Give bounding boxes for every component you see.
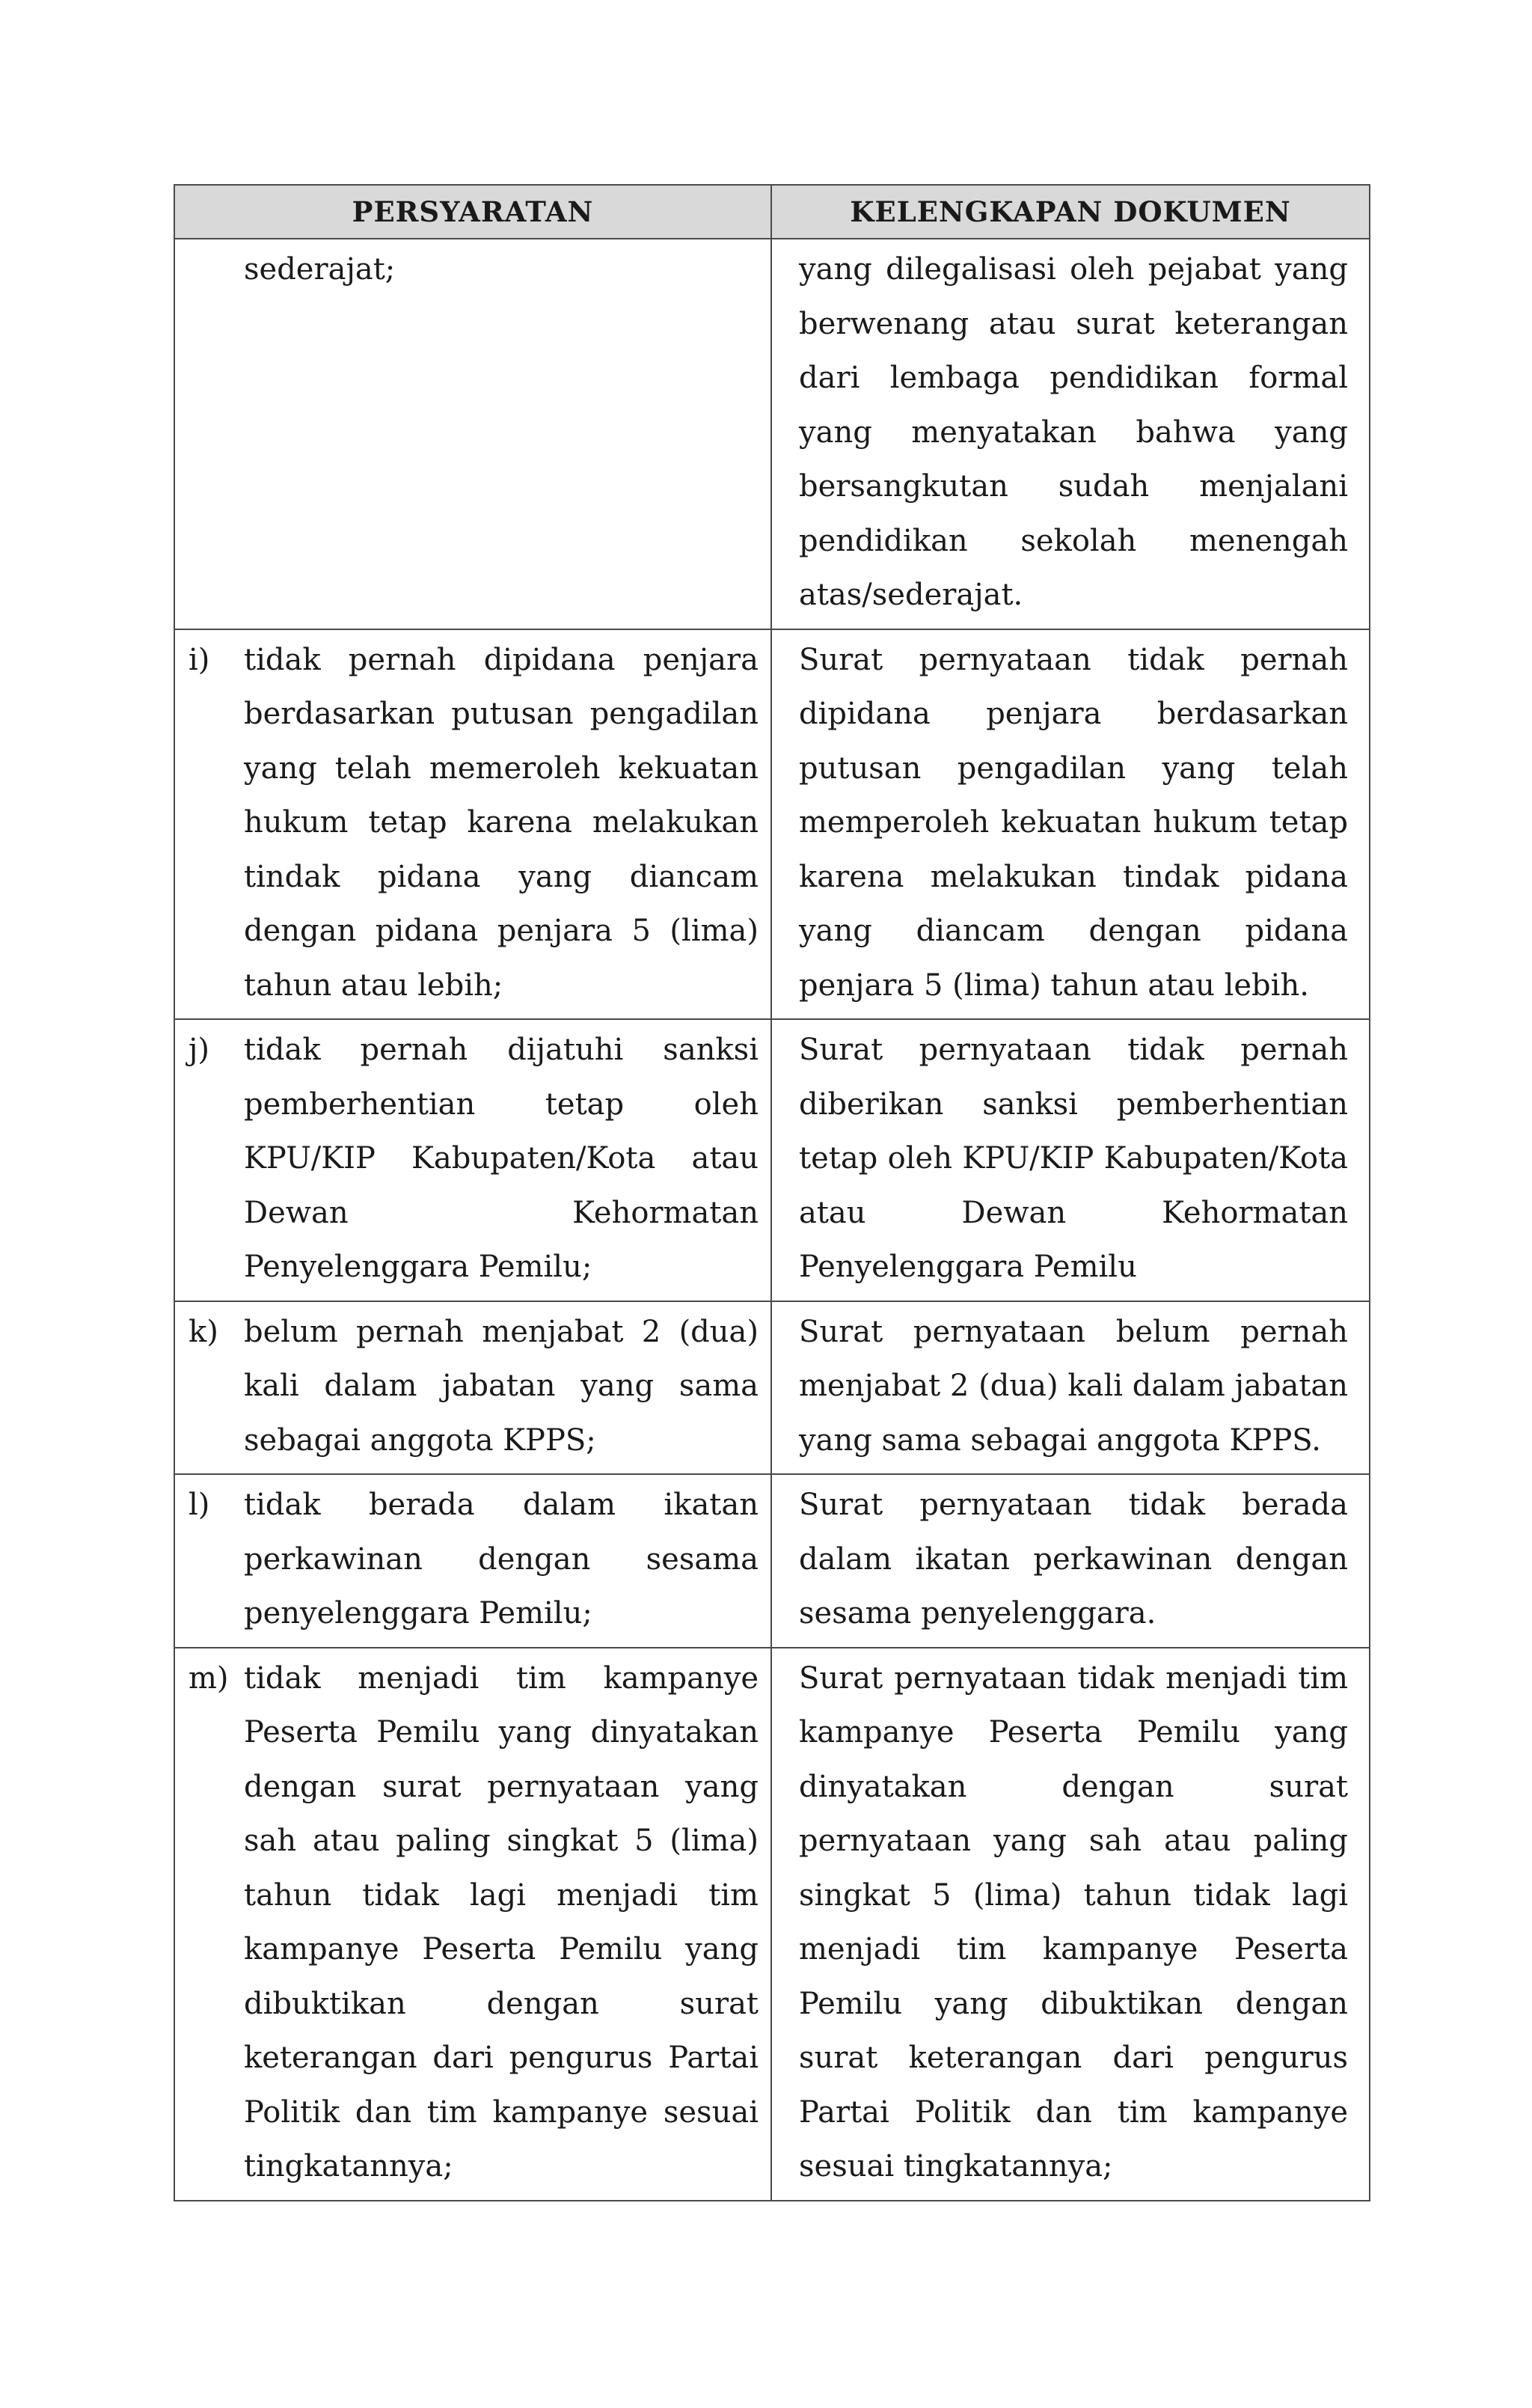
requirement-text: tidak pernah dijatuhi sanksi pemberhentian tetap oleh KPU/KIP Kabupaten/Kota atau Dewan Kehormatan Penyelenggara Pemilu; [244,1033,759,1284]
requirement-cell [174,1019,771,1301]
requirement-cell [174,1648,771,2201]
item-label: k) [189,1314,218,1349]
document-cell [771,1648,1370,2201]
table-row [174,239,1370,629]
requirement-text: tidak menjadi tim kampanye Peserta Pemilu yang dinyatakan dengan surat pernyataan yang sah atau paling singkat 5 (lima) tahun tidak lagi menjadi tim kampanye Peserta Pemilu yang dibuktikan dengan surat keterangan dari pengurus Partai Politik dan tim kampanye sesuai tingkatannya; [244,1660,759,2184]
item-label: m) [189,1660,229,1696]
document-cell [771,1474,1370,1648]
requirement-cell [174,1474,771,1648]
document-text: Surat pernyataan tidak menjadi tim kampanye Peserta Pemilu yang dinyatakan dengan surat pernyataan yang sah atau paling singkat 5 (lima) tahun tidak lagi menjadi tim kampanye Peserta Pemilu yang dibuktikan dengan surat keterangan dari pengurus Partai Politik dan tim kampanye sesuai tingkatannya; [799,1660,1348,2184]
table-row [174,1474,1370,1648]
requirement-cell [174,1301,771,1475]
document-text: Surat pernyataan belum pernah menjabat 2 (dua) kali dalam jabatan yang sama sebagai anggota KPPS. [799,1314,1348,1458]
document-text: yang dilegalisasi oleh pejabat yang berwenang atau surat keterangan dari lembaga pendidikan formal yang menyatakan bahwa yang bersangkutan sudah menjalani pendidikan sekolah menengah atas/sederajat. [799,252,1348,612]
item-label [189,242,244,297]
document-text: Surat pernyataan tidak pernah diberikan sanksi pemberhentian tetap oleh KPU/KIP Kabupaten/Kota atau Dewan Kehormatan Penyelenggara Pemilu [799,1033,1348,1284]
document-text: Surat pernyataan tidak berada dalam ikatan perkawinan dengan sesama penyelenggara. [799,1488,1348,1631]
requirement-text: tidak pernah dipidana penjara berdasarkan putusan pengadilan yang telah memeroleh kekuatan hukum tetap karena melakukan tindak pidana yang diancam dengan pidana penjara 5 (lima) tahun atau lebih; [244,642,759,1003]
requirement-text: tidak berada dalam ikatan perkawinan dengan sesama penyelenggara Pemilu; [244,1488,759,1631]
table-row [174,1648,1370,2201]
requirement-text: belum pernah menjabat 2 (dua) kali dalam jabatan yang sama sebagai anggota KPPS; [244,1314,759,1458]
table-row [174,1301,1370,1475]
document-cell [771,1019,1370,1301]
header-requirements: PERSYARATAN [174,185,771,239]
document-cell [771,629,1370,1020]
requirement-cell [174,629,771,1020]
requirement-cell [174,239,771,629]
requirement-text: sederajat; [244,252,396,287]
requirements-table [174,184,1370,2201]
item-label: i) [189,642,210,677]
item-label: j) [189,1033,210,1067]
document-text: Surat pernyataan tidak pernah dipidana penjara berdasarkan putusan pengadilan yang telah memperoleh kekuatan hukum tetap karena melakukan tindak pidana yang diancam dengan pidana penjara 5 (lima) tahun atau lebih. [799,642,1348,1003]
document-cell [771,239,1370,629]
item-label: l) [189,1488,210,1522]
table-row [174,629,1370,1020]
document-cell [771,1301,1370,1475]
table-header-row [174,185,1370,239]
header-documents: KELENGKAPAN DOKUMEN [771,185,1370,239]
table-row [174,1019,1370,1301]
